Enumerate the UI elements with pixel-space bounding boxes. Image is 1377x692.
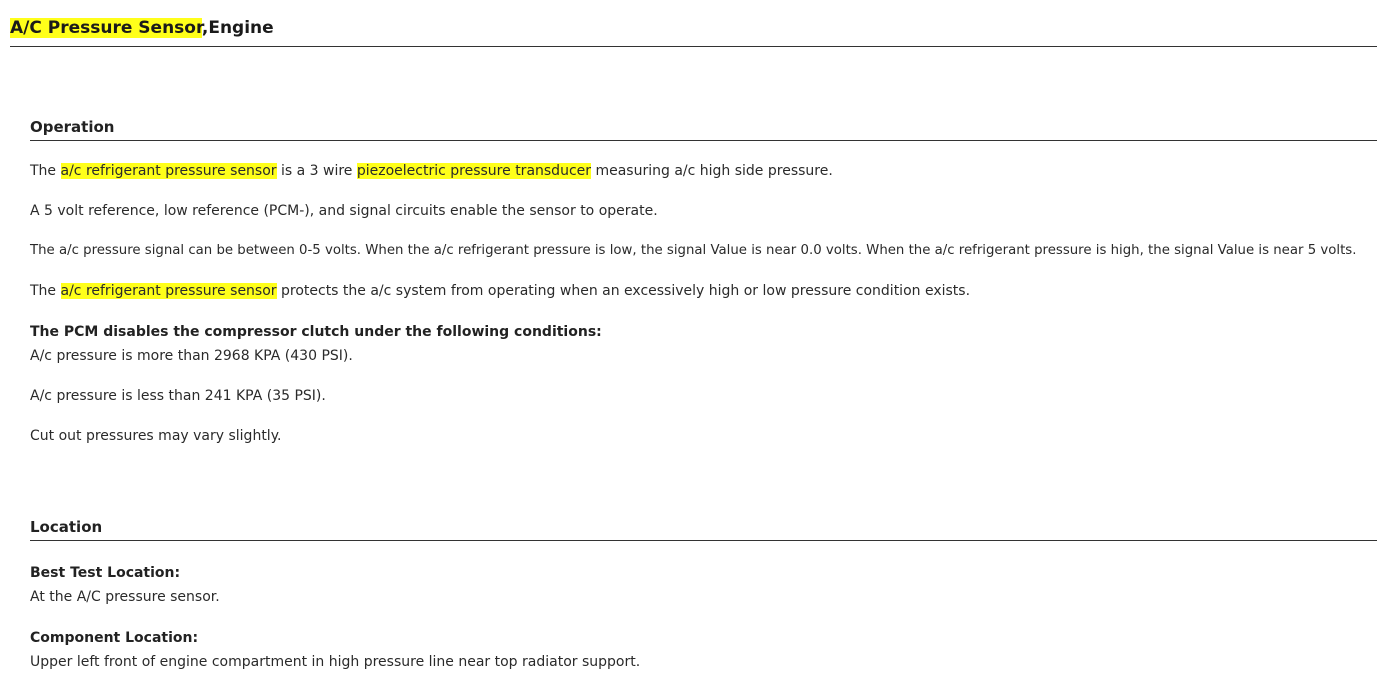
title-divider xyxy=(10,46,1377,47)
text-fragment: measuring a/c high side pressure. xyxy=(591,163,833,179)
title-highlight: A/C Pressure Sensor xyxy=(10,18,202,38)
cutout-note: Cut out pressures may vary slightly. xyxy=(30,428,282,444)
location-section xyxy=(30,518,1377,541)
operation-paragraph-2: A 5 volt reference, low reference (PCM-), and signal circuits enable the sensor to operate. xyxy=(30,203,658,219)
highlight-sensor-term: a/c refrigerant pressure sensor xyxy=(60,283,277,299)
text-fragment: protects the a/c system from operating when an excessively high or low pressure condition exists. xyxy=(276,283,971,299)
condition-low-pressure: A/c pressure is less than 241 KPA (35 PSI). xyxy=(30,388,326,404)
text-fragment: The xyxy=(30,283,61,299)
location-heading: Location xyxy=(30,518,1377,541)
operation-section xyxy=(30,118,1377,141)
operation-paragraph-1 xyxy=(30,162,833,180)
operation-paragraph-4 xyxy=(30,282,970,300)
best-test-location-label: Best Test Location: xyxy=(30,565,181,581)
highlight-transducer-term: piezoelectric pressure transducer xyxy=(356,163,592,179)
text-fragment: The xyxy=(30,163,61,179)
operation-heading: Operation xyxy=(30,118,1377,141)
title-suffix: ,Engine xyxy=(201,18,274,38)
highlight-sensor-term: a/c refrigerant pressure sensor xyxy=(60,163,277,179)
condition-high-pressure: A/c pressure is more than 2968 KPA (430 PSI). xyxy=(30,348,353,364)
text-fragment: is a 3 wire xyxy=(276,163,357,179)
component-location-value: Upper left front of engine compartment in high pressure line near top radiator support. xyxy=(30,654,641,670)
page-title xyxy=(10,18,274,38)
conditions-label: The PCM disables the compressor clutch under the following conditions: xyxy=(30,324,602,340)
component-location-label: Component Location: xyxy=(30,630,199,646)
best-test-location-value: At the A/C pressure sensor. xyxy=(30,589,220,605)
operation-paragraph-3: The a/c pressure signal can be between 0-5 volts. When the a/c refrigerant pressure is low, the signal Value is near 0.0 volts. When the a/c refrigerant pressure is high, the signal Value is near 5 volts. xyxy=(30,243,1357,258)
